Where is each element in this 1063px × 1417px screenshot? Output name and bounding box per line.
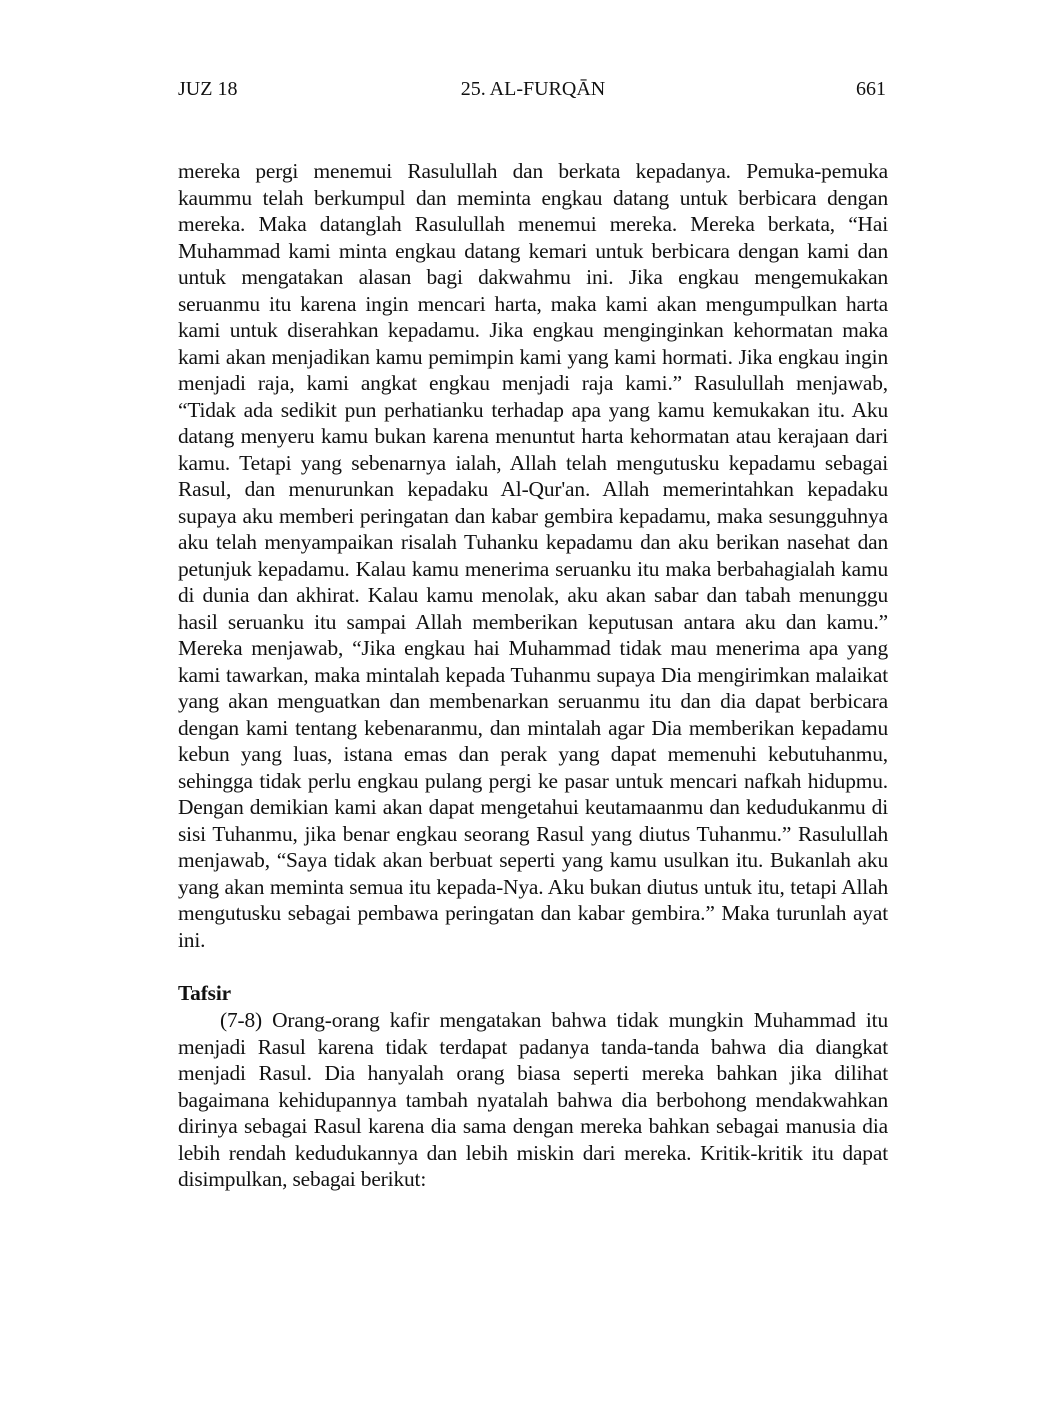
page-number: 661 [856, 78, 886, 100]
juz-label: JUZ 18 [178, 78, 238, 100]
page-content [178, 158, 888, 1193]
tafsir-paragraph: (7-8) Orang-orang kafir mengatakan bahwa tidak mungkin Muhammad itu menjadi Rasul karena tidak terdapat padanya tanda-tanda bahwa dia diangkat menjadi Rasul. Dia hanyalah orang biasa seperti mereka bahkan jika dilihat bagaimana kehidupannya tambah nyatalah bahwa dia berbohong mendakwahkan dirinya sebagai Rasul karena dia sama dengan mereka bahkan sebagai manusia dia lebih rendah kedudukannya dan lebih miskin dari mereka. Kritik-kritik itu dapat disimpulkan, sebagai berikut: [178, 1008, 888, 1191]
asbabun-nuzul-paragraph: mereka pergi menemui Rasulullah dan berkata kepadanya. Pemuka-pemuka kaummu telah berkumpul dan meminta engkau datang untuk berbicara dengan mereka. Maka datanglah Rasulullah menemui mereka. Mereka berkata, “Hai Muhammad kami minta engkau datang kemari untuk berbicara dengan kami dan untuk mengatakan alasan bagi dakwahmu ini. Jika engkau mengemukakan seruanmu itu karena ingin mencari harta, maka kami akan mengumpulkan harta kami untuk diserahkan kepadamu. Jika engkau menginginkan kehormatan maka kami akan menjadikan kamu pemimpin kami yang kami hormati. Jika engkau ingin menjadi raja, kami angkat engkau menjadi raja kami.” Rasulullah menjawab, “Tidak ada sedikit pun perhatianku terhadap apa yang kamu kemukakan itu. Aku datang menyeru kamu bukan karena menuntut harta kehormatan atau kerajaan dari kamu. Tetapi yang sebenarnya ialah, Allah telah mengutusku kepadamu sebagai Rasul, dan menurunkan kepadaku Al-Qur'an. Allah memerintahkan kepadaku supaya aku memberi peringatan dan kabar gembira kepadamu, maka sesungguhnya aku telah menyampaikan risalah Tuhanku kepadamu dan aku berikan nasehat dan petunjuk kepadamu. Kalau kamu menerima seruanku itu maka berbahagialah kamu di dunia dan akhirat. Kalau kamu menolak, aku akan sabar dan tabah menunggu hasil seruanku itu sampai Allah memberikan keputusan antara aku dan kamu.” Mereka menjawab, “Jika engkau hai Muhammad tidak mau menerima apa yang kami tawarkan, maka mintalah kepada Tuhanmu supaya Dia mengirimkan malaikat yang akan menguatkan dan membenarkan seruanmu itu dan dia dapat berbicara dengan kami tentang kebenaranmu, dan mintalah agar Dia memberikan kepadamu kebun yang luas, istana emas dan perak yang dapat memenuhi kebutuhanmu, sehingga tidak perlu engkau pulang pergi ke pasar untuk mencari nafkah hidupmu. Dengan demikian kami akan dapat mengetahui keutamaanmu dan kedudukanmu di sisi Tuhanmu, jika benar engkau seorang Rasul yang diutus Tuhanmu.” Rasulullah menjawab, “Saya tidak akan berbuat seperti yang kamu usulkan itu. Bukanlah aku yang akan meminta semua itu kepada-Nya. Aku bukan diutus untuk itu, tetapi Allah mengutusku sebagai pembawa peringatan dan kabar gembira.” Maka turunlah ayat ini. [178, 159, 888, 952]
section-title-tafsir: Tafsir [178, 981, 231, 1005]
surah-title: 25. AL-FURQĀN [460, 78, 606, 100]
page-header [178, 76, 888, 102]
